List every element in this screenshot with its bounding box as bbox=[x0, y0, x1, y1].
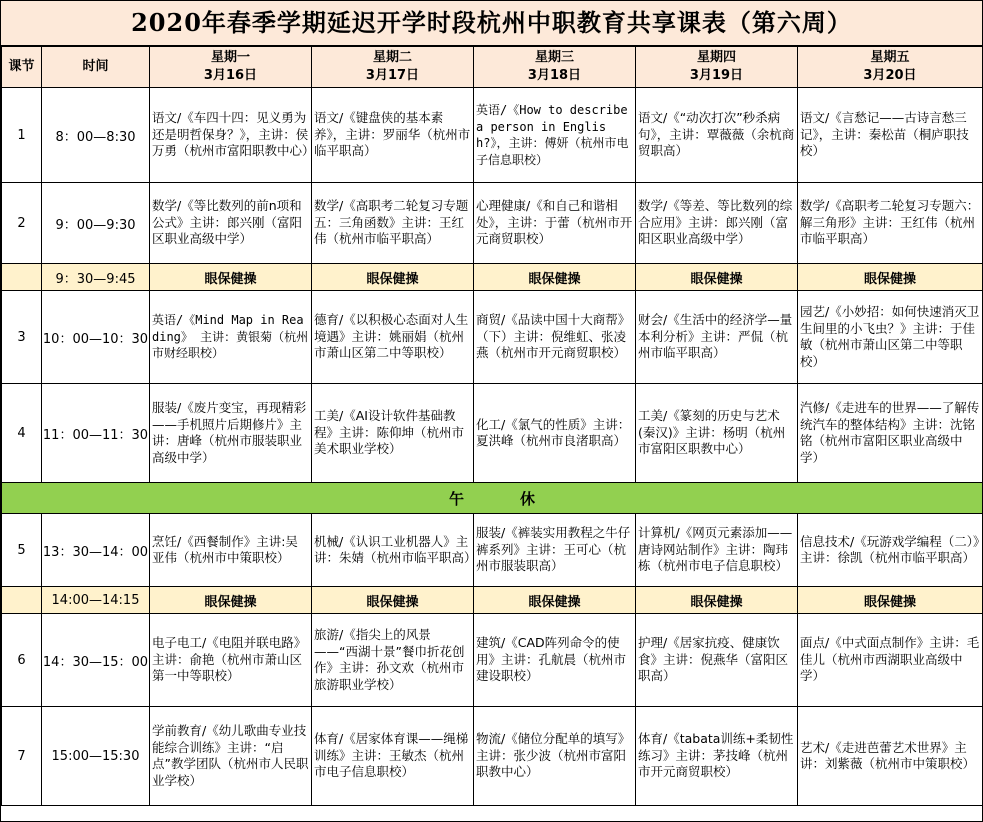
course-cell: 体育/《tabata训练+柔韧性练习》主讲：茅技峰（杭州市开元商贸职校） bbox=[636, 707, 798, 806]
lunch-row bbox=[2, 483, 983, 514]
lunch-label-a: 午 bbox=[448, 489, 464, 508]
course-cell: 化工/《氯气的性质》主讲：夏洪峰（杭州市良渚职高） bbox=[474, 384, 636, 483]
course-cell: 工美/《AI设计软件基础教程》主讲：陈仰坤（杭州市美术职业学校） bbox=[312, 384, 474, 483]
header-num: 课节 bbox=[2, 47, 42, 88]
course-cell: 英语/《Mind Map in Reading》 主讲：黄银菊（杭州市财经职校） bbox=[150, 291, 312, 384]
day-name: 星期一 bbox=[210, 50, 250, 65]
period-time: 8：00—8:30 bbox=[42, 88, 150, 183]
course-cell: 面点/《中式面点制作》主讲：毛佳儿（杭州市西湖职业高级中学） bbox=[798, 614, 983, 707]
break-row bbox=[2, 264, 983, 291]
header-day-3 bbox=[474, 47, 636, 88]
table-row bbox=[2, 384, 983, 483]
table-row bbox=[2, 183, 983, 264]
day-date: 3月19日 bbox=[689, 68, 744, 83]
course-cell: 语文/《键盘侠的基本素养》，主讲：罗丽华（杭州市临平职高） bbox=[312, 88, 474, 183]
course-cell: 服装/《裤装实用教程之牛仔裤系列》主讲：王可心（杭州市服装职高） bbox=[474, 514, 636, 587]
period-time: 15:00—15:30 bbox=[42, 707, 150, 806]
eye-exercise-label: 眼保健操 bbox=[150, 264, 312, 291]
header-row bbox=[2, 47, 983, 88]
period-number: 4 bbox=[2, 384, 42, 483]
course-cell: 机械/《认识工业机器人》主讲：朱婧（杭州市临平职高） bbox=[312, 514, 474, 587]
break-time: 9：30—9:45 bbox=[42, 264, 150, 291]
break-row bbox=[2, 587, 983, 614]
header-day-4 bbox=[636, 47, 798, 88]
course-cell: 财会/《生活中的经济学—量本利分析》主讲：严侃（杭州市临平职高） bbox=[636, 291, 798, 384]
day-name: 星期四 bbox=[696, 50, 736, 65]
course-cell: 语文/《车四十四：见义勇为还是明哲保身？》，主讲：侯万勇（杭州市富阳职教中心） bbox=[150, 88, 312, 183]
period-number: 1 bbox=[2, 88, 42, 183]
day-date: 3月20日 bbox=[863, 68, 917, 83]
course-cell: 护理/《居家抗疫、健康饮食》主讲：倪燕华（富阳区职高） bbox=[636, 614, 798, 707]
eye-exercise-label: 眼保健操 bbox=[636, 264, 798, 291]
period-number: 6 bbox=[2, 614, 42, 707]
table-row bbox=[2, 291, 983, 384]
course-cell: 信息技术/《玩游戏学编程（二）》主讲：徐凯（杭州市临平职高） bbox=[798, 514, 983, 587]
break-time: 14:00—14:15 bbox=[42, 587, 150, 614]
course-cell: 学前教育/《幼儿歌曲专业技能综合训练》主讲：“启点”教学团队（杭州市人民职业学校） bbox=[150, 707, 312, 806]
table-row bbox=[2, 514, 983, 587]
lunch-break bbox=[2, 483, 983, 514]
eye-exercise-label: 眼保健操 bbox=[312, 264, 474, 291]
break-num bbox=[2, 264, 42, 291]
period-time: 11：00—11：30 bbox=[42, 384, 150, 483]
period-time: 10：00—10：30 bbox=[42, 291, 150, 384]
header-day-2 bbox=[312, 47, 474, 88]
day-name: 星期五 bbox=[870, 50, 910, 65]
course-cell: 德育/《以积极心态面对人生境遇》主讲：姚丽娟（杭州市萧山区第二中等职校） bbox=[312, 291, 474, 384]
eye-exercise-label: 眼保健操 bbox=[798, 264, 983, 291]
course-cell: 旅游/《指尖上的风景——“西湖十景”餐巾折花创作》主讲：孙文欢（杭州市旅游职业学校） bbox=[312, 614, 474, 707]
eye-exercise-label: 眼保健操 bbox=[474, 587, 636, 614]
course-cell: 汽修/《走进车的世界——了解传统汽车的整体结构》主讲：沈铭铭（杭州市富阳区职业高级中学） bbox=[798, 384, 983, 483]
period-number: 3 bbox=[2, 291, 42, 384]
table-row bbox=[2, 707, 983, 806]
course-cell: 物流/《储位分配单的填写》主讲：张少波（杭州市富阳职教中心） bbox=[474, 707, 636, 806]
eye-exercise-label: 眼保健操 bbox=[312, 587, 474, 614]
period-number: 2 bbox=[2, 183, 42, 264]
break-num bbox=[2, 587, 42, 614]
course-cell: 语文/《“动次打次”秒杀病句》，主讲：覃薇薇（余杭商贸职高） bbox=[636, 88, 798, 183]
period-number: 5 bbox=[2, 514, 42, 587]
period-time: 14：30—15：00 bbox=[42, 614, 150, 707]
course-cell: 电子电工/《电阻并联电路》主讲：俞艳（杭州市萧山区第一中等职校） bbox=[150, 614, 312, 707]
course-cell: 商贸/《品读中国十大商帮》（下）主讲：倪维虹、张凌燕（杭州市开元商贸职校） bbox=[474, 291, 636, 384]
course-cell: 数学/《等比数列的前n项和公式》主讲：郎兴刚（富阳区职业高级中学） bbox=[150, 183, 312, 264]
course-cell: 烹饪/《西餐制作》主讲:吴亚伟（杭州市中策职校） bbox=[150, 514, 312, 587]
course-cell: 体育/《居家体育课——绳梯训练》主讲：王敏杰（杭州市电子信息职校） bbox=[312, 707, 474, 806]
eye-exercise-label: 眼保健操 bbox=[474, 264, 636, 291]
header-time: 时间 bbox=[42, 47, 150, 88]
course-cell: 园艺/《小妙招：如何快速消灭卫生间里的小飞虫？》主讲：于佳敏（杭州市萧山区第二中等职校） bbox=[798, 291, 983, 384]
course-cell: 英语/《How to describe a person in English?》，主讲：傅妍（杭州市电子信息职校） bbox=[474, 88, 636, 183]
course-cell: 建筑/《CAD阵列命令的使用》主讲：孔航晨（杭州市建设职校） bbox=[474, 614, 636, 707]
lunch-label-b: 休 bbox=[520, 489, 536, 508]
period-time: 13：30—14：00 bbox=[42, 514, 150, 587]
day-date: 3月18日 bbox=[527, 68, 582, 83]
course-cell: 数学/《等差、等比数列的综合应用》主讲：郎兴刚（富阳区职业高级中学） bbox=[636, 183, 798, 264]
course-cell: 服装/《废片变宝，再现精彩——手机照片后期修片》主讲：唐峰（杭州市服装职业高级中学） bbox=[150, 384, 312, 483]
course-cell: 数学/《高职考二轮复习专题六：解三角形》主讲：王红伟（杭州市临平职高） bbox=[798, 183, 983, 264]
course-cell: 计算机/《网页元素添加——唐诗网站制作》主讲：陶玮栋（杭州市电子信息职校） bbox=[636, 514, 798, 587]
period-time: 9：00—9:30 bbox=[42, 183, 150, 264]
schedule-table bbox=[1, 46, 983, 806]
header-day-5 bbox=[798, 47, 983, 88]
day-name: 星期二 bbox=[372, 50, 412, 65]
course-cell: 语文/《言愁记——古诗言愁三记》，主讲：秦松苗（桐庐职技校） bbox=[798, 88, 983, 183]
course-cell: 数学/《高职考二轮复习专题五：三角函数》主讲：王红伟（杭州市临平职高） bbox=[312, 183, 474, 264]
eye-exercise-label: 眼保健操 bbox=[636, 587, 798, 614]
table-row bbox=[2, 614, 983, 707]
page-title: 2020年春季学期延迟开学时段杭州中职教育共享课表（第六周） bbox=[1, 1, 982, 46]
eye-exercise-label: 眼保健操 bbox=[150, 587, 312, 614]
eye-exercise-label: 眼保健操 bbox=[798, 587, 983, 614]
course-cell: 工美/《篆刻的历史与艺术(秦汉)》主讲：杨明（杭州市富阳区职教中心） bbox=[636, 384, 798, 483]
header-day-1 bbox=[150, 47, 312, 88]
day-date: 3月17日 bbox=[365, 68, 420, 83]
period-number: 7 bbox=[2, 707, 42, 806]
day-name: 星期三 bbox=[534, 50, 574, 65]
course-cell: 心理健康/《和自己和谐相处》，主讲：于蕾（杭州市开元商贸职校） bbox=[474, 183, 636, 264]
course-cell: 艺术/《走进芭蕾艺术世界》主讲：刘紫薇（杭州市中策职校） bbox=[798, 707, 983, 806]
day-date: 3月16日 bbox=[203, 68, 258, 83]
table-row bbox=[2, 88, 983, 183]
